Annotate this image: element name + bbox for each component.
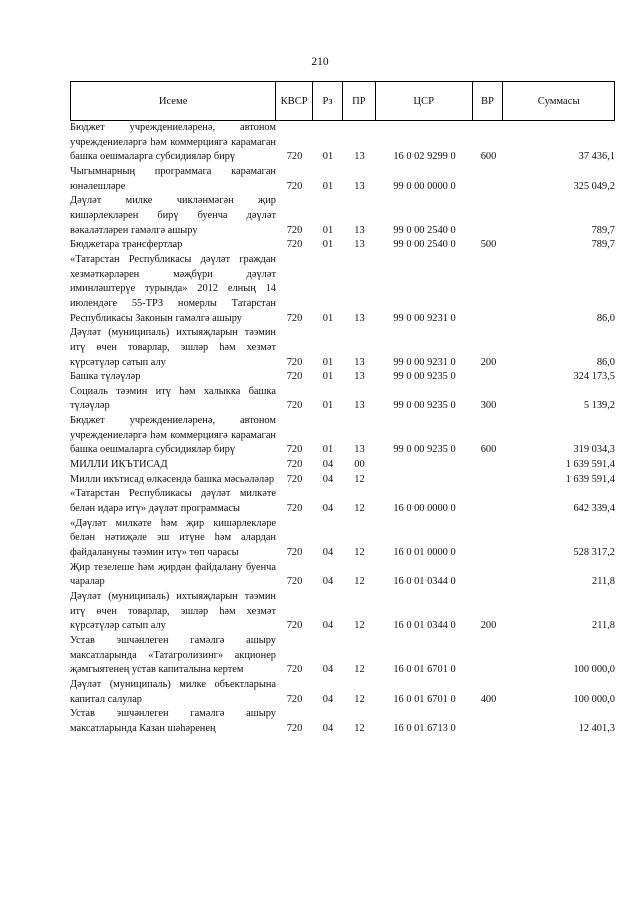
row-kvsr: 720 <box>286 664 303 676</box>
row-kvsr: 720 <box>286 547 303 559</box>
table-row <box>70 458 615 473</box>
row-sum: 100 000,0 <box>573 693 615 705</box>
row-vr: 300 <box>480 400 497 412</box>
row-sum: 86,0 <box>596 356 615 368</box>
row-vr: 200 <box>480 356 497 368</box>
row-sum: 5 139,2 <box>583 400 615 412</box>
header-pr: ПР <box>343 82 376 120</box>
table-row <box>70 473 615 488</box>
row-kvsr: 720 <box>286 693 303 705</box>
row-pr: 12 <box>354 473 365 485</box>
row-csr: 16 0 01 0000 0 <box>393 547 456 559</box>
row-pr: 13 <box>354 151 365 163</box>
row-kvsr: 720 <box>286 722 303 734</box>
row-sum: 528 317,2 <box>573 547 615 559</box>
row-pr: 00 <box>354 459 365 471</box>
header-kvsr: КВСР <box>276 82 313 120</box>
row-sum: 86,0 <box>596 312 615 324</box>
row-pr: 13 <box>354 371 365 383</box>
header-sum: Суммасы <box>537 95 580 107</box>
row-kvsr: 720 <box>286 620 303 632</box>
table-row <box>70 326 615 370</box>
row-csr: 16 0 01 0344 0 <box>393 620 456 632</box>
row-vr: 600 <box>480 444 497 456</box>
row-name: Бюджетара трансфертлар <box>70 239 183 251</box>
table-row <box>70 370 615 385</box>
row-vr: 500 <box>480 239 497 251</box>
header-name: Исеме <box>71 82 276 120</box>
row-name: Дәүләт милке чикләнмәгән җир кишәрлекләрен бирү буенча дәүләт вәкаләтләрен гамәлгә ашыру <box>70 195 276 236</box>
row-sum: 100 000,0 <box>573 664 615 676</box>
table-row <box>70 414 615 458</box>
row-sum: 211,8 <box>592 620 615 632</box>
table-row <box>70 517 615 561</box>
header-csr: ЦСР <box>376 82 473 120</box>
row-kvsr: 720 <box>286 180 303 192</box>
row-sum: 319 034,3 <box>573 444 615 456</box>
row-sum: 324 173,5 <box>573 371 615 383</box>
row-rz: 04 <box>322 664 334 676</box>
row-csr: 99 0 00 9235 0 <box>393 400 456 412</box>
row-csr: 16 0 00 0000 0 <box>393 503 456 515</box>
row-name: «Татарстан Республикасы дәүләт милкәте белән идарә итү» дәүләт программасы <box>70 488 276 515</box>
table-row <box>70 707 615 736</box>
row-name: Социаль тәэмин итү һәм халыкка башка түләүләр <box>70 385 276 412</box>
row-kvsr: 720 <box>286 459 303 471</box>
row-name: «Татарстан Республикасы дәүләт граждан хезмәткәрләрен мәҗбүри дәүләт иминләштерүе турында» 2012 елның 14 июлендәге 55-ТРЗ номерлы Татарстан Республикасы Законын гамәлгә ашыру <box>70 253 276 324</box>
row-sum: 37 436,1 <box>578 151 615 163</box>
row-csr: 99 0 00 9231 0 <box>393 356 456 368</box>
header-vr: ВР <box>473 82 504 120</box>
table-row <box>70 590 615 634</box>
row-kvsr: 720 <box>286 473 303 485</box>
row-name: «Дәүләт милкәте һәм җир кишәрлекләре белән нәтиҗәле эш итүне һәм алардан файдалануны тәэмин итү» төп чарасы <box>70 517 276 559</box>
row-pr: 12 <box>354 620 365 632</box>
row-rz: 01 <box>322 400 334 412</box>
row-csr: 99 0 00 2540 0 <box>393 239 456 251</box>
page-number: 210 <box>311 56 329 68</box>
table-row <box>70 385 615 414</box>
row-name: Чыгымнарның программага карамаган юнәлешләре <box>70 165 276 192</box>
row-name: Устав эшчәнлеген гамәлгә ашыру максатларында «Татагролизинг» акционер җәмгыятенең устав капиталына кертем <box>70 634 276 676</box>
row-rz: 01 <box>322 224 334 236</box>
row-csr: 99 0 00 9235 0 <box>393 371 456 383</box>
row-rz: 04 <box>322 459 334 471</box>
table-row <box>70 561 615 590</box>
row-vr: 400 <box>480 693 497 705</box>
row-sum: 12 401,3 <box>578 722 615 734</box>
row-kvsr: 720 <box>286 444 303 456</box>
row-pr: 12 <box>354 547 365 559</box>
row-name: Дәүләт (муниципаль) милке объектларына капитал салулар <box>70 678 276 705</box>
table-row <box>70 165 615 194</box>
header-rz: Рз <box>313 82 343 120</box>
row-csr: 16 0 01 6713 0 <box>393 722 456 734</box>
table-row <box>70 253 615 326</box>
row-sum: 325 049,2 <box>573 180 615 192</box>
row-rz: 01 <box>322 312 334 324</box>
table-header <box>70 81 615 121</box>
row-name: Җир тезелеше һәм җирдән файдалану буенча чаралар <box>70 561 276 588</box>
row-rz: 04 <box>322 503 334 515</box>
row-pr: 12 <box>354 503 365 515</box>
row-pr: 13 <box>354 224 365 236</box>
row-rz: 04 <box>322 576 334 588</box>
row-pr: 13 <box>354 312 365 324</box>
row-sum: 1 639 591,4 <box>565 459 615 471</box>
row-csr: 16 0 01 6701 0 <box>393 664 456 676</box>
row-kvsr: 720 <box>286 239 303 251</box>
row-rz: 01 <box>322 151 334 163</box>
row-csr: 99 0 00 2540 0 <box>393 224 456 236</box>
row-pr: 13 <box>354 180 365 192</box>
table-row <box>70 238 615 253</box>
row-csr: 99 0 00 9235 0 <box>393 444 456 456</box>
row-pr: 12 <box>354 664 365 676</box>
row-pr: 13 <box>354 239 365 251</box>
table-row <box>70 194 615 238</box>
row-pr: 13 <box>354 356 365 368</box>
row-vr: 600 <box>480 151 497 163</box>
row-name: Дәүләт (муниципаль) ихтыяҗларын тәэмин итү өчен товарлар, эшләр һәм хезмәт күрсәтүләр сатып алу <box>70 327 276 368</box>
row-rz: 01 <box>322 239 334 251</box>
row-csr: 16 0 01 0344 0 <box>393 576 456 588</box>
row-kvsr: 720 <box>286 576 303 588</box>
row-rz: 04 <box>322 473 334 485</box>
table-row <box>70 487 615 516</box>
row-rz: 04 <box>322 547 334 559</box>
row-csr: 16 0 02 9299 0 <box>393 151 456 163</box>
table-row <box>70 678 615 707</box>
row-kvsr: 720 <box>286 503 303 515</box>
row-sum: 1 639 591,4 <box>565 473 615 485</box>
row-name: МИЛЛИ ИКЪТИСАД <box>70 459 168 471</box>
row-rz: 04 <box>322 693 334 705</box>
row-name: Бюджет учреждениеләренә, автоном учреждениеләргә һәм коммерциягә карамаган башка оешмаларга субсидияләр бирү <box>70 122 276 163</box>
row-rz: 01 <box>322 371 334 383</box>
row-sum: 789,7 <box>591 239 615 251</box>
row-sum: 642 339,4 <box>573 503 615 515</box>
row-pr: 12 <box>354 693 365 705</box>
row-pr: 12 <box>354 722 365 734</box>
row-rz: 04 <box>322 620 334 632</box>
row-kvsr: 720 <box>286 312 303 324</box>
row-name: Милли икътисад өлкәсендә башка мәсьәләләр <box>70 473 275 485</box>
row-kvsr: 720 <box>286 151 303 163</box>
row-sum: 211,8 <box>592 576 615 588</box>
row-csr: 16 0 01 6701 0 <box>393 693 456 705</box>
row-rz: 01 <box>322 356 334 368</box>
row-name: Башка түләүләр <box>70 371 141 383</box>
row-kvsr: 720 <box>286 400 303 412</box>
row-kvsr: 720 <box>286 224 303 236</box>
table-row <box>70 634 615 678</box>
row-kvsr: 720 <box>286 356 303 368</box>
table-body <box>70 121 615 737</box>
row-name: Дәүләт (муниципаль) ихтыяҗларын тәэмин итү өчен товарлар, эшләр һәм хезмәт күрсәтүләр сатып алу <box>70 591 276 632</box>
row-name: Устав эшчәнлеген гамәлгә ашыру максатларында Казан шәһәренең <box>70 708 276 734</box>
row-csr: 99 0 00 9231 0 <box>393 312 456 324</box>
row-vr: 200 <box>480 620 497 632</box>
row-pr: 13 <box>354 444 365 456</box>
row-name: Бюджет учреждениеләренә, автоном учреждениеләргә һәм коммерциягә карамаган башка оешмаларга субсидияләр бирү <box>70 415 276 456</box>
row-rz: 01 <box>322 444 334 456</box>
table-row <box>70 121 615 165</box>
row-pr: 13 <box>354 400 365 412</box>
row-sum: 789,7 <box>591 224 615 236</box>
row-kvsr: 720 <box>286 371 303 383</box>
row-rz: 04 <box>322 722 334 734</box>
row-pr: 12 <box>354 576 365 588</box>
row-csr: 99 0 00 0000 0 <box>393 180 456 192</box>
row-rz: 01 <box>322 180 334 192</box>
